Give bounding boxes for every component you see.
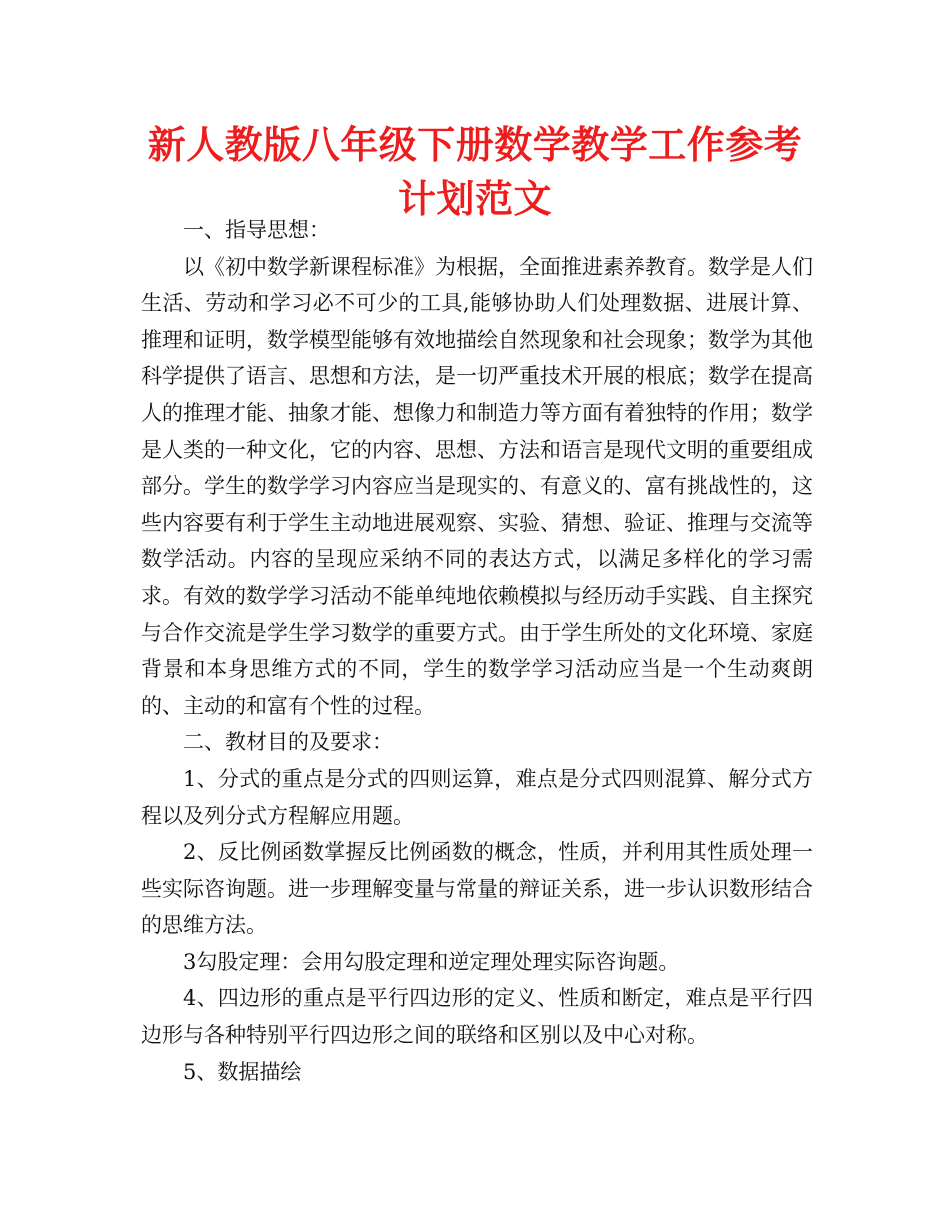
list-item-inverse-proportion: 2、反比例函数掌握反比例函数的概念，性质，并利用其性质处理一些实际咨询题。进一步理解变量与常量的辩证关系，进一步认识数形结合的思维方法。 (141, 840, 813, 938)
list-item-pythagorean: 3勾股定理：会用勾股定理和逆定理处理实际咨询题。 (183, 949, 680, 974)
list-item-fractions: 1、分式的重点是分式的四则运算，难点是分式四则混算、解分式方程以及列分式方程解应用题。 (141, 766, 813, 828)
document-title: 新人教版八年级下册数学教学工作参考计划范文 (147, 123, 803, 221)
document-body (141, 212, 813, 1090)
list-item-data-description: 5、数据描绘 (183, 1059, 302, 1084)
section-heading-guiding-thought: 一、指导思想： (183, 218, 330, 242)
section-heading-objectives: 二、教材目的及要求： (183, 730, 393, 755)
list-item-quadrilaterals: 4、四边形的重点是平行四边形的定义、性质和断定，难点是平行四边形与各种特别平行四边形之间的联络和区别以及中心对称。 (141, 986, 813, 1048)
paragraph-guiding-thought: 以《初中数学新课程标准》为根据，全面推进素养教育。数学是人们生活、劳动和学习必不可少的工具,能够协助人们处理数据、进展计算、推理和证明，数学模型能够有效地描绘自然现象和社会现象；数学为其他科学提供了语言、思想和方法，是一切严重技术开展的根底；数学在提高人的推理才能、抽象才能、想像力和制造力等方面有着独特的作用；数学是人类的一种文化，它的内容、思想、方法和语言是现代文明的重要组成部分。学生的数学学习内容应当是现实的、有意义的、富有挑战性的，这些内容要有利于学生主动地进展观察、实验、猜想、验证、推理与交流等数学活动。内容的呈现应采纳不同的表达方式，以满足多样化的学习需求。有效的数学学习活动不能单纯地依赖模拟与经历动手实践、自主探究与合作交流是学生学习数学的重要方式。由于学生所处的文化环境、家庭背景和本身思维方式的不同，学生的数学学习活动应当是一个生动爽朗的、主动的和富有个性的过程。 (141, 254, 813, 718)
